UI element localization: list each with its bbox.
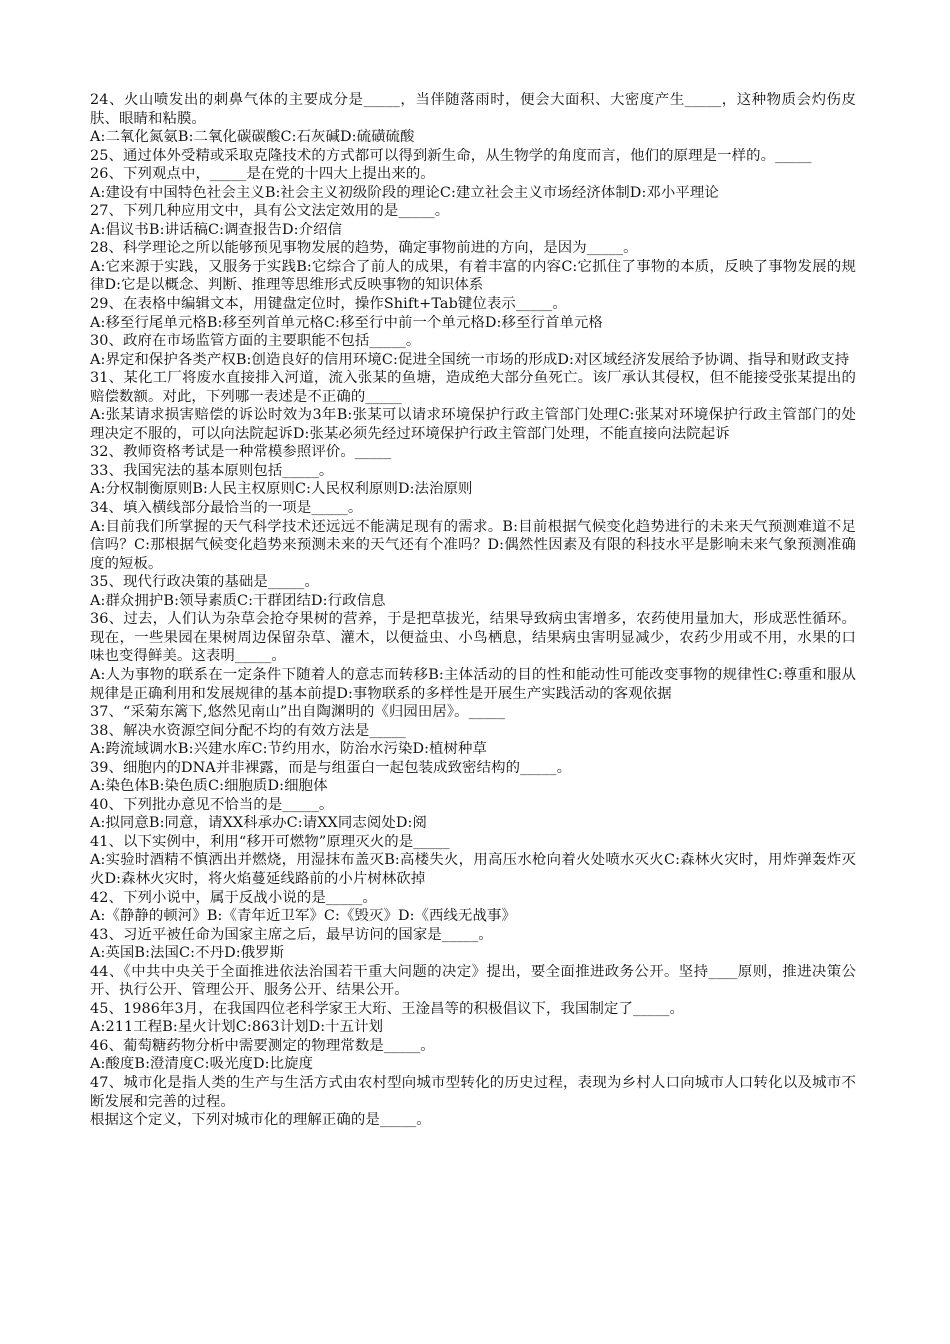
answer-options: A:211工程B:星火计划C:863计划D:十五计划 xyxy=(90,1019,384,1036)
answer-options: A:人为事物的联系在一定条件下随着人的意志而转移B:主体活动的目的性和能动性可能改变事物的规律性C:尊重和服从规律是正确利用和发展规律的基本前提D:事物联系的多样性是开展生产实践活动的客观依据 xyxy=(90,666,856,702)
answer-options: A:跨流域调水B:兴建水库C:节约用水，防治水污染D:植树种草 xyxy=(90,741,487,758)
question-text: 43、习近平被任命为国家主席之后，最早访问的国家是_____。 xyxy=(90,926,493,943)
question-text: 29、在表格中编辑文本，用键盘定位时，操作Shift+Tab键位表示_____。 xyxy=(90,296,567,313)
question-text: 45、1986年3月，在我国四位老科学家王大珩、王淦昌等的积极倡议下，我国制定了_____。 xyxy=(90,1000,684,1017)
answer-options: A:建设有中国特色社会主义B:社会主义初级阶段的理论C:建立社会主义市场经济体制D:邓小平理论 xyxy=(90,184,719,201)
question-text: 30、政府在市场监管方面的主要职能不包括_____。 xyxy=(90,333,421,350)
question-text: 26、下列观点中，_____是在党的十四大上提出来的。 xyxy=(90,166,435,183)
answer-options: A:界定和保护各类产权B:创造良好的信用环境C:促进全国统一市场的形成D:对区域经济发展给予协调、指导和财政支持 xyxy=(90,351,850,368)
question-text: 33、我国宪法的基本原则包括_____。 xyxy=(90,462,334,479)
question-text: 38、解决水资源空间分配不均的有效方法是_____ xyxy=(90,722,406,739)
answer-options: A:张某请求损害赔偿的诉讼时效为3年B:张某可以请求环境保护行政主管部门处理C:张某对环境保护行政主管部门的处理决定不服的，可以向法院起诉D:张某必须先经过环境保护行政主管部门处理，不能直接向法院起诉 xyxy=(90,407,856,442)
answer-options: A:倡议书B:讲话稿C:调查报告D:介绍信 xyxy=(90,221,343,238)
question-text: 根据这个定义，下列对城市化的理解正确的是_____。 xyxy=(90,1112,431,1129)
question-text: 25、通过体外受精或采取克隆技术的方式都可以得到新生命，从生物学的角度而言，他们的原理是一样的。_____ xyxy=(90,147,812,164)
answer-options: A:分权制衡原则B:人民主权原则C:人民权利原则D:法治原则 xyxy=(90,481,473,498)
question-text: 28、科学理论之所以能够预见事物发展的趋势，确定事物前进的方向，是因为_____。 xyxy=(90,240,638,257)
answer-options: A:拟同意B:同意，请XX科承办C:请XX同志阅处D:阅 xyxy=(90,815,427,832)
question-text: 40、下列批办意见不恰当的是_____。 xyxy=(90,796,334,813)
answer-options: A:英国B:法国C:不丹D:俄罗斯 xyxy=(90,945,285,962)
answer-options: A:酸度B:澄清度C:吸光度D:比旋度 xyxy=(90,1056,314,1073)
document-body xyxy=(90,91,856,1130)
question-text: 46、葡萄糖药物分析中需要测定的物理常数是_____。 xyxy=(90,1037,435,1054)
answer-options: A:目前我们所掌握的天气科学技术还远远不能满足现有的需求。B:目前根据气候变化趋势进行的未来天气预测难道不足信吗？C:那根据气候变化趋势来预测未来的天气还有个准吗？D:偶然性因素及有限的科技水平是影响未来气象预测准确度的短板。 xyxy=(90,518,856,572)
question-text: 31、某化工厂将废水直接排入河道，流入张某的鱼塘，造成绝大部分鱼死亡。该厂承认其侵权，但不能接受张某提出的赔偿数额。对此，下列哪一表述是不正确的_____ xyxy=(90,370,856,405)
question-text: 47、城市化是指人类的生产与生活方式由农村型向城市型转化的历史过程，表现为乡村人口向城市人口转化以及城市不断发展和完善的过程。 xyxy=(90,1074,856,1110)
question-text: 27、下列几种应用文中，具有公文法定效用的是_____。 xyxy=(90,203,450,220)
answer-options: A:染色体B:染色质C:细胞质D:细胞体 xyxy=(90,778,328,795)
answer-options: A:群众拥护B:领导素质C:干群团结D:行政信息 xyxy=(90,592,386,609)
answer-options: A:移至行尾单元格B:移至列首单元格C:移至行中前一个单元格D:移至行首单元格 xyxy=(90,314,603,331)
question-text: 42、下列小说中，属于反战小说的是_____。 xyxy=(90,889,377,906)
question-text: 41、以下实例中，利用“移开可燃物”原理灭火的是_____ xyxy=(90,833,450,850)
question-text: 24、火山喷发出的刺鼻气体的主要成分是_____，当伴随落雨时，便会大面积、大密度产生_____，这种物质会灼伤皮肤、眼睛和粘膜。 xyxy=(90,92,856,127)
answer-options: A:实验时酒精不慎洒出并燃烧，用湿抹布盖灭B:高楼失火，用高压水枪向着火处喷水灭火C:森林火灾时，用炸弹轰炸灭火D:森林火灾时，将火焰蔓延线路前的小片树林砍掉 xyxy=(90,852,856,887)
answer-options: A:它来源于实践，又服务于实践B:它综合了前人的成果，有着丰富的内容C:它抓住了事物的本质，反映了事物发展的规律D:它是以概念、判断、推理等思维形式反映事物的知识体系 xyxy=(90,258,856,294)
question-text: 39、细胞内的DNA并非裸露，而是与组蛋白一起包装成致密结构的_____。 xyxy=(90,759,572,776)
answer-options: A:《静静的顿河》B:《青年近卫军》C:《毁灭》D:《西线无战事》 xyxy=(90,908,516,925)
answer-options: A:二氧化氮氨B:二氧化碳碳酸C:石灰碱D:硫磺硫酸 xyxy=(90,129,415,146)
question-text: 34、填入横线部分最恰当的一项是_____。 xyxy=(90,500,363,517)
question-text: 32、教师资格考试是一种常模参照评价。_____ xyxy=(90,444,392,461)
question-text: 44、《中共中央关于全面推进依法治国若干重大问题的决定》提出，要全面推进政务公开。坚持____原则，推进决策公开、执行公开、管理公开、服务公开、结果公开。 xyxy=(90,963,856,999)
question-text: 37、“采菊东篱下,悠然见南山”出自陶渊明的《归园田居》。_____ xyxy=(90,704,506,721)
question-text: 36、过去，人们认为杂草会抢夺果树的营养，于是把草拔光，结果导致病虫害增多，农药使用量加大，形成恶性循环。现在，一些果园在果树周边保留杂草、灌木，以便益虫、小鸟栖息，结果病虫害明显减少，农药少用或不用，水果的口味也变得鲜美。这表明_____。 xyxy=(90,611,856,665)
question-text: 35、现代行政决策的基础是_____。 xyxy=(90,574,319,591)
